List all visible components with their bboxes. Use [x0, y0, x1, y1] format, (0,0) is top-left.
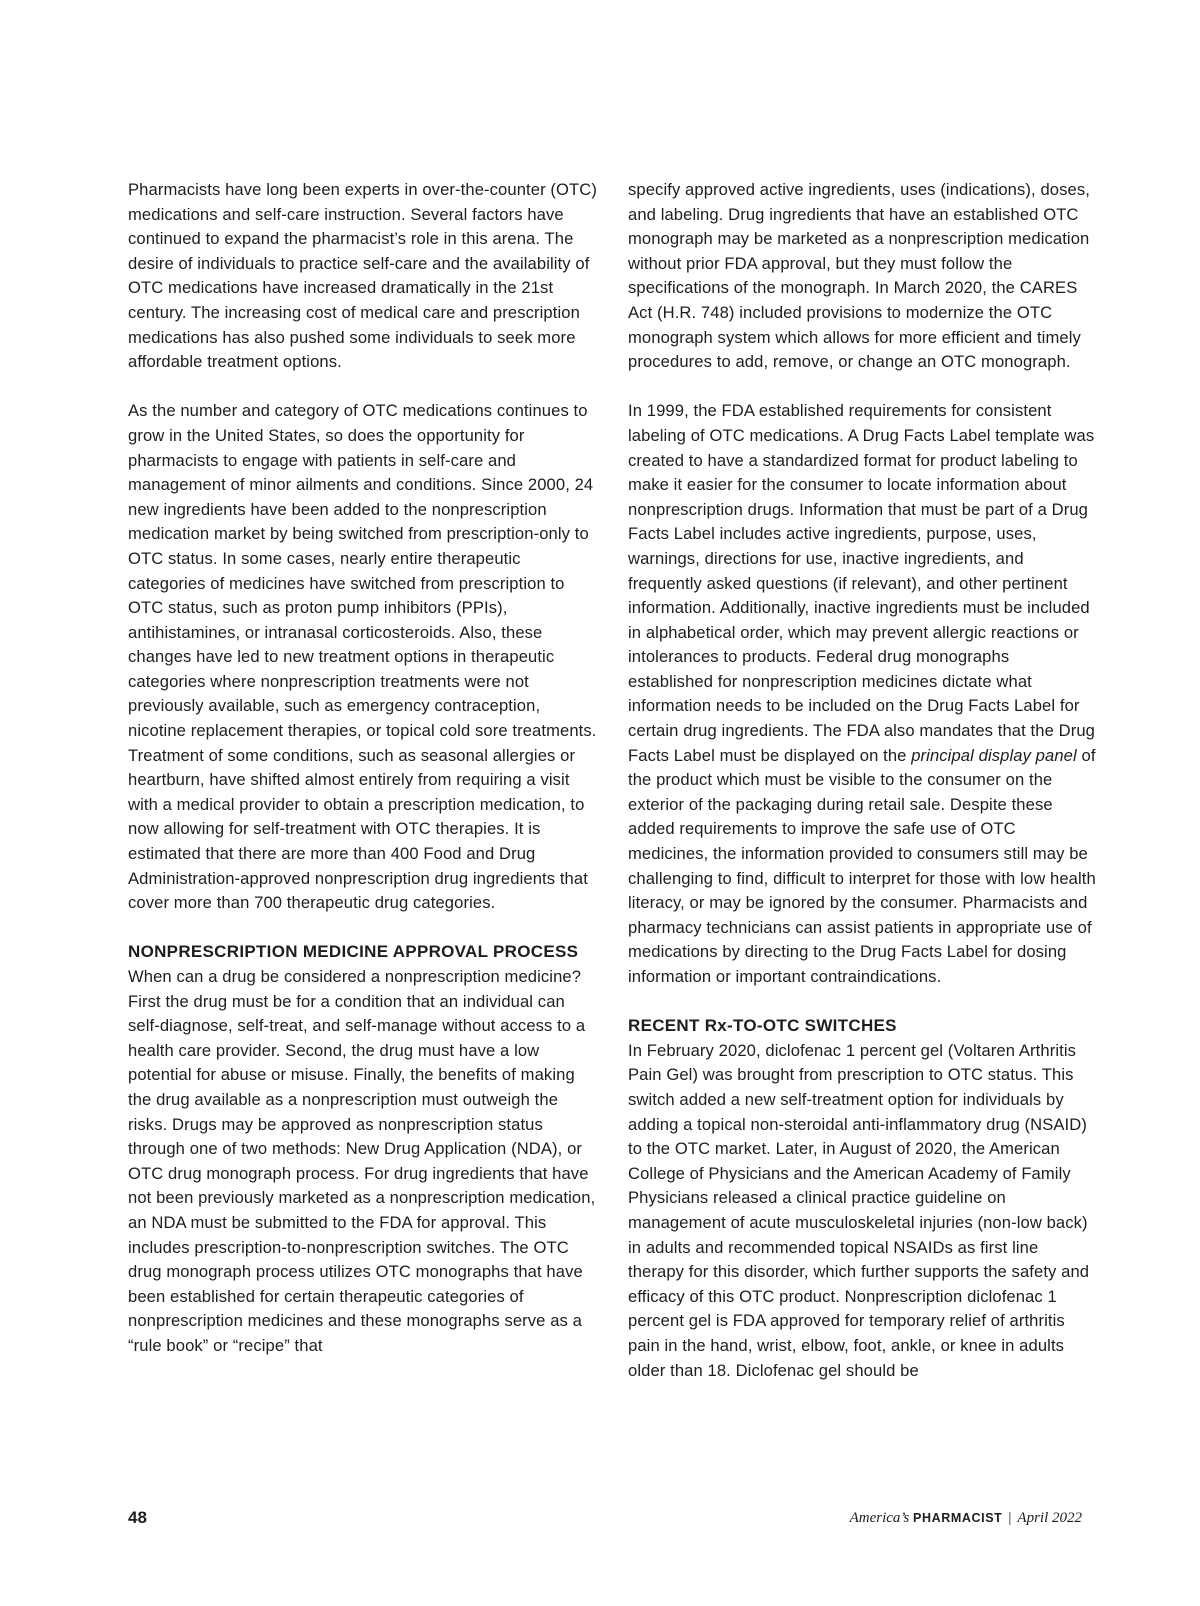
drug-facts-label-paragraph [628, 399, 1098, 989]
magazine-name: PHARMACIST [913, 1511, 1003, 1525]
page-number: 48 [128, 1508, 147, 1527]
right-column [628, 178, 1098, 1383]
otc-growth-paragraph: As the number and category of OTC medications continues to grow in the United States, so does the opportunity for pharmacists to engage with patients in self-care and management of minor ailments and conditions. Since 2000, 24 new ingredients have been added to the nonprescription medication market by being switched from prescription-only to OTC status. In some cases, nearly entire therapeutic categories of medicines have switched from prescription to OTC status, such as proton pump inhibitors (PPIs), antihistamines, or intranasal corticosteroids. Also, these changes have led to new treatment options in therapeutic categories where nonprescription treatments were not previously available, such as emergency contraception, nicotine replacement therapies, or topical cold sore treatments. Treatment of some conditions, such as seasonal allergies or heartburn, have shifted almost entirely from requiring a visit with a medical provider to obtain a prescription medication, to now allowing for self-treatment with OTC therapies. It is estimated that there are more than 400 Food and Drug Administration-approved nonprescription drug ingredients that cover more than 700 therapeutic drug categories. [128, 401, 597, 913]
monograph-paragraph: specify approved active ingredients, uses (indications), doses, and labeling. Drug ingredients that have an established OTC monograph may be marketed as a nonprescription medication without prior FDA approval, but they must follow the specifications of the monograph. In March 2020, the CARES Act (H.R. 748) included provisions to modernize the OTC monograph system which allows for more efficient and timely procedures to add, remove, or change an OTC monograph. [628, 180, 1090, 372]
approval-process-heading: NONPRESCRIPTION MEDICINE APPROVAL PROCESS [128, 942, 579, 962]
magazine-prefix: America’s [849, 1510, 910, 1526]
principal-display-panel-term: principal display panel [911, 745, 1077, 765]
footer-separator: | [1008, 1510, 1012, 1526]
diclofenac-paragraph: In February 2020, diclofenac 1 percent gel (Voltaren Arthritis Pain Gel) was brought from prescription to OTC status. This switch added a new self-treatment option for individuals by adding a topical non-steroidal anti-inflammatory drug (NSAID) to the OTC market. Later, in August of 2020, the American College of Physicians and the American Academy of Family Physicians released a clinical practice guideline on management of acute musculoskeletal injuries (non-low back) in adults and recommended topical NSAIDs as first line therapy for this disorder, which further supports the safety and efficacy of this OTC product. Nonprescription diclofenac 1 percent gel is FDA approved for temporary relief of arthritis pain in the hand, wrist, elbow, foot, ankle, or knee in adults older than 18. Diclofenac gel should be [628, 1040, 1090, 1380]
drug-facts-text-a: In 1999, the FDA established requirements for consistent labeling of OTC medications. A Drug Facts Label template was created to have a standardized format for product labeling to make it easier for the consumer to locate information about nonprescription drugs. Information that must be part of a Drug Facts Label includes active ingredients, purpose, uses, warnings, directions for use, inactive ingredients, and frequently asked questions (if relevant), and other pertinent information. Additionally, inactive ingredients must be included in alphabetical order, which may prevent allergic reactions or intolerances to products. Federal drug monographs established for nonprescription medicines dictate what information needs to be included on the Drug Facts Label for certain drug ingredients. The FDA also mandates that the Drug Facts Label must be displayed on the [628, 401, 1095, 765]
intro-paragraph: Pharmacists have long been experts in over-the-counter (OTC) medications and self-care instruction. Several factors have continued to expand the pharmacist’s role in this arena. The desire of individuals to practice self-care and the availability of OTC medications have increased dramatically in the 21st century. The increasing cost of medical care and prescription medications has also pushed some individuals to seek more affordable treatment options. [128, 180, 597, 372]
issue-date: April 2022 [1017, 1510, 1082, 1526]
left-column [128, 178, 598, 1359]
drug-facts-text-b: of the product which must be visible to the consumer on the exterior of the packaging during retail sale. Despite these added requirements to improve the safe use of OTC medicines, the information provided to consumers still may be challenging to find, difficult to interpret for those with low health literacy, or may be ignored by the consumer. Pharmacists and pharmacy technicians can assist patients in appropriate use of medications by directing to the Drug Facts Label for dosing information or important contraindications. [628, 745, 1096, 986]
rx-to-otc-heading: RECENT Rx-TO-OTC SWITCHES [628, 1016, 897, 1036]
approval-process-paragraph: When can a drug be considered a nonprescription medicine? First the drug must be for a condition that an individual can self-diagnose, self-treat, and self-manage without access to a health care provider. Second, the drug must have a low potential for abuse or misuse. Finally, the benefits of making the drug available as a nonprescription must outweigh the risks. Drugs may be approved as nonprescription status through one of two methods: New Drug Application (NDA), or OTC drug monograph process. For drug ingredients that have not been previously marketed as a nonprescription medication, an NDA must be submitted to the FDA for approval. This includes prescription-to-nonprescription switches. The OTC drug monograph process utilizes OTC monographs that have been established for certain therapeutic categories of nonprescription medicines and these monographs serve as a “rule book” or “recipe” that [128, 967, 596, 1355]
running-footer [850, 1510, 1082, 1527]
